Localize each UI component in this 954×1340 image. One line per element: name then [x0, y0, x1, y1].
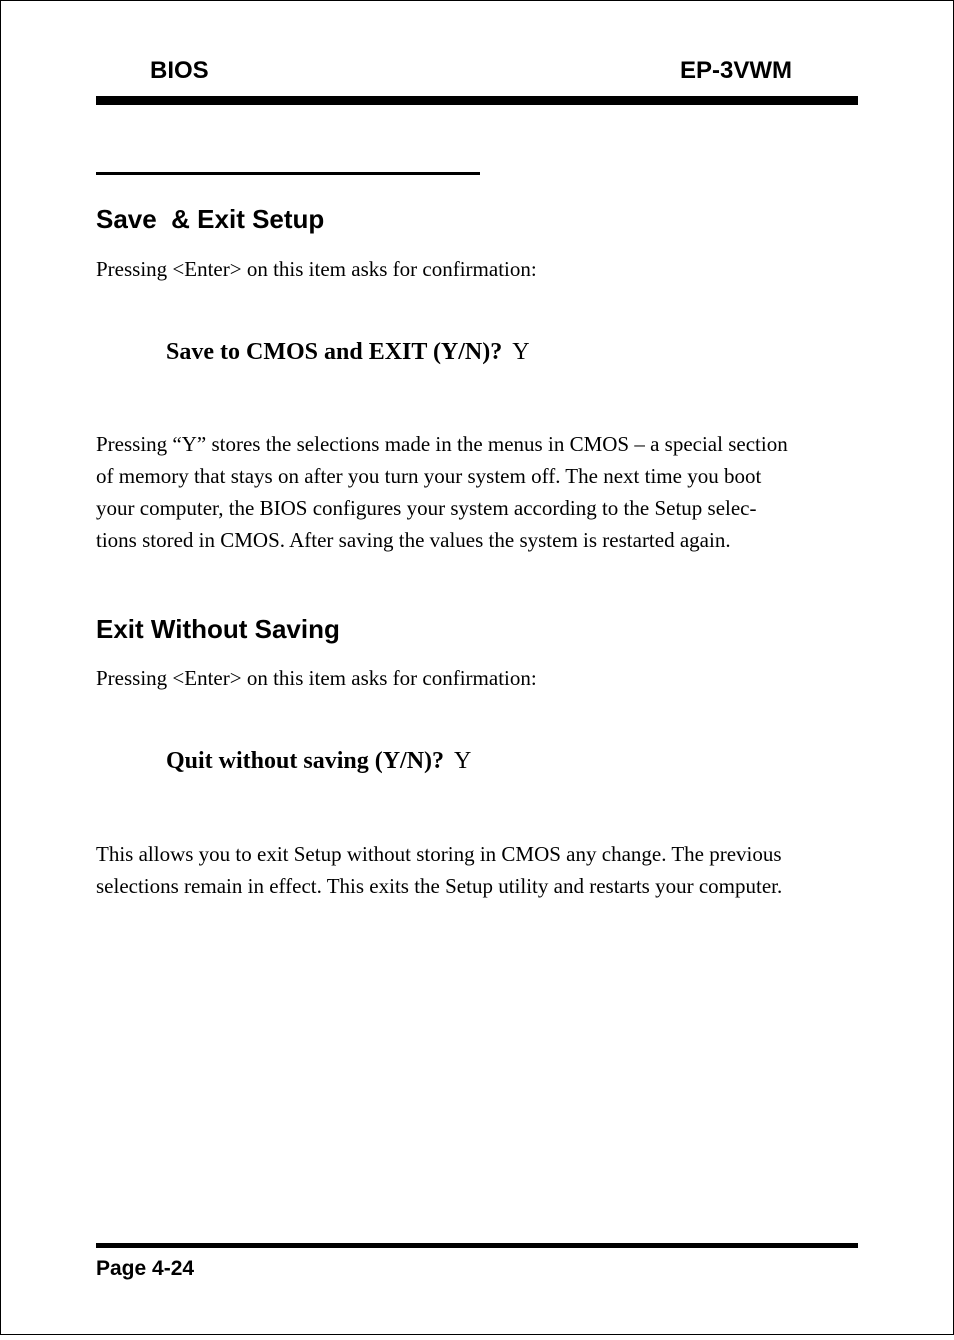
page-number: Page 4-24 [96, 1257, 195, 1280]
header-rule [96, 96, 858, 105]
save-confirm-prompt [166, 339, 530, 366]
header-model-name: EP-3VWM [680, 57, 793, 84]
save-description-line: tions stored in CMOS. After saving the values the system is restarted again. [96, 528, 731, 552]
exit-prompt-question: Quit without saving (Y/N)? [166, 748, 445, 774]
save-description-line: Pressing “Y” stores the selections made in the menus in CMOS – a special section [96, 432, 788, 456]
section-title-save-exit: Save & Exit Setup [96, 204, 325, 234]
save-description [96, 428, 866, 556]
save-description-line: of memory that stays on after you turn your system off. The next time you boot [96, 464, 762, 488]
section-divider [96, 172, 480, 175]
exit-prompt-answer: Y [454, 748, 472, 774]
section-title-exit-without-saving: Exit Without Saving [96, 614, 340, 644]
save-prompt-question: Save to CMOS and EXIT (Y/N)? [166, 339, 503, 365]
save-prompt-answer: Y [512, 339, 530, 365]
exit-confirm-prompt [166, 748, 471, 775]
exit-intro-text: Pressing <Enter> on this item asks for confirmation: [96, 666, 537, 690]
footer-rule [96, 1243, 858, 1248]
header-title-left: BIOS [150, 57, 209, 84]
save-intro-text: Pressing <Enter> on this item asks for confirmation: [96, 257, 537, 281]
exit-description-line: This allows you to exit Setup without storing in CMOS any change. The previous [96, 842, 782, 866]
exit-description-line: selections remain in effect. This exits the Setup utility and restarts your computer. [96, 874, 783, 898]
exit-description [96, 838, 866, 902]
save-description-line: your computer, the BIOS configures your system according to the Setup selec- [96, 496, 757, 520]
